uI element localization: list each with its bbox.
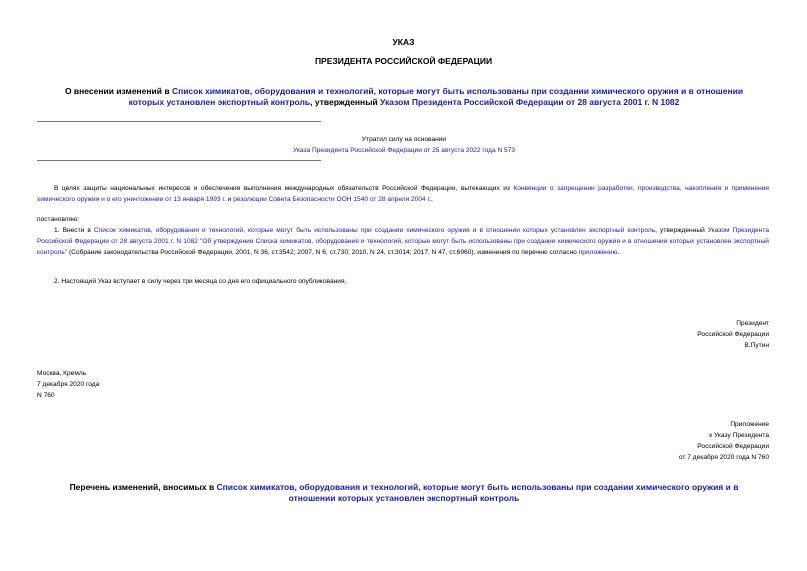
item1-list-link[interactable]: Список химикатов, оборудования и технологий, которые могут быть использованы при создании химического оружия и в отношении которых установлен экспортный контроль [93,227,656,234]
decree-1082-link[interactable]: Указом Президента Российской Федерации от 28 августа 2001 г. N 1082 [380,97,680,107]
appendix-header: Приложение к Указу Президента Российской Федерации от 7 декабря 2020 года N 760 [678,421,769,461]
decree-issuer: ПРЕЗИДЕНТА РОССИЙСКОЙ ФЕДЕРАЦИИ [314,56,493,66]
list-link[interactable]: Список химикатов, оборудования и технологий, которые могут быть использованы при создании химического оружия и в отношении которых установлен экспортный контроль [128,86,744,107]
convention-link[interactable]: Конвенции о запрещении разработки, производства, накопления и применения химического оружия и о его уничтожении от 13 января 1993 г. [37,185,769,203]
decree-subject: О внесении изменений в Список химикатов, оборудования и технологий, которые могут быть использованы при создании химического оружия и в отношении которых установлен экспортный контроль, утвержденный Указом Президента Российской Федерации от 28 августа 2001 г. N 1082 [64,86,744,107]
divider-bottom [37,160,321,161]
repeal-notice-label: Утратил силу на основании [361,136,447,143]
repeal-decree-link[interactable]: Указа Президента Российской Федерации от 25 августа 2022 года N 573 [292,147,516,154]
place-date-block: Москва, Кремль 7 декабря 2020 года N 760 [37,370,100,399]
changes-list-title: Перечень изменений, вносимых в Список химикатов, оборудования и технологий, которые могут быть использованы при создании химического оружия и в отношении которых установлен экспортный контроль [69,482,739,503]
item1-decree-link[interactable]: Указом Президента Российской Федерации от 28 августа 2001 г. N 1082 "Об утверждении Списка химикатов, оборудования и технологий, которые могут быть использованы при создании химического оружия и в отношении которых установлен экспортный контроль" [37,227,769,256]
appendix-link[interactable]: приложению [578,249,618,256]
un-resolution-link[interactable]: резолюции Совета Безопасности ООН 1540 от 28 апреля 2004 г. [233,196,431,203]
preamble-paragraph: В целях защиты национальных интересов и обеспечения выполнения международных обязательств Российской Федерации, вытекающих из Конвенции о запрещении разработки, производства, накопления и применения химического оружия и о его уничтожении от 13 января 1993 г. и резолюции Совета Безопасности ООН 1540 от 28 апреля 2004 г., [37,185,769,203]
decree-title: УКАЗ [392,37,415,47]
item-1-paragraph: 1. Внести в Список химикатов, оборудования и технологий, которые могут быть использованы при создании химического оружия и в отношении которых установлен экспортный контроль, утвержденный Указом Президента Российской Федерации от 28 августа 2001 г. N 1082 "Об утверждении Списка химикатов, оборудования и технологий, которые могут быть использованы при создании химического оружия и в отношении которых установлен экспортный контроль" (Собрание законодательства Российской Федерации, 2001, N 36, ст.3542; 2007, N 6, ст.730; 2010, N 24, ст.3014; 2017, N 47, ст.6960), изменения по перечню согласно приложению. [37,227,769,256]
item-2-paragraph: 2. Настоящий Указ вступает в силу через три месяца со дня его официального опубликования. [54,278,347,285]
divider-top [37,121,321,122]
changes-list-link[interactable]: Список химикатов, оборудования и технологий, которые могут быть использованы при создании химического оружия и в отношении которых установлен экспортный контроль [216,482,739,503]
signature-block: Президент Российской Федерации В.Путин [697,320,769,349]
postanovlyayu-text: постановляю: [37,216,80,223]
